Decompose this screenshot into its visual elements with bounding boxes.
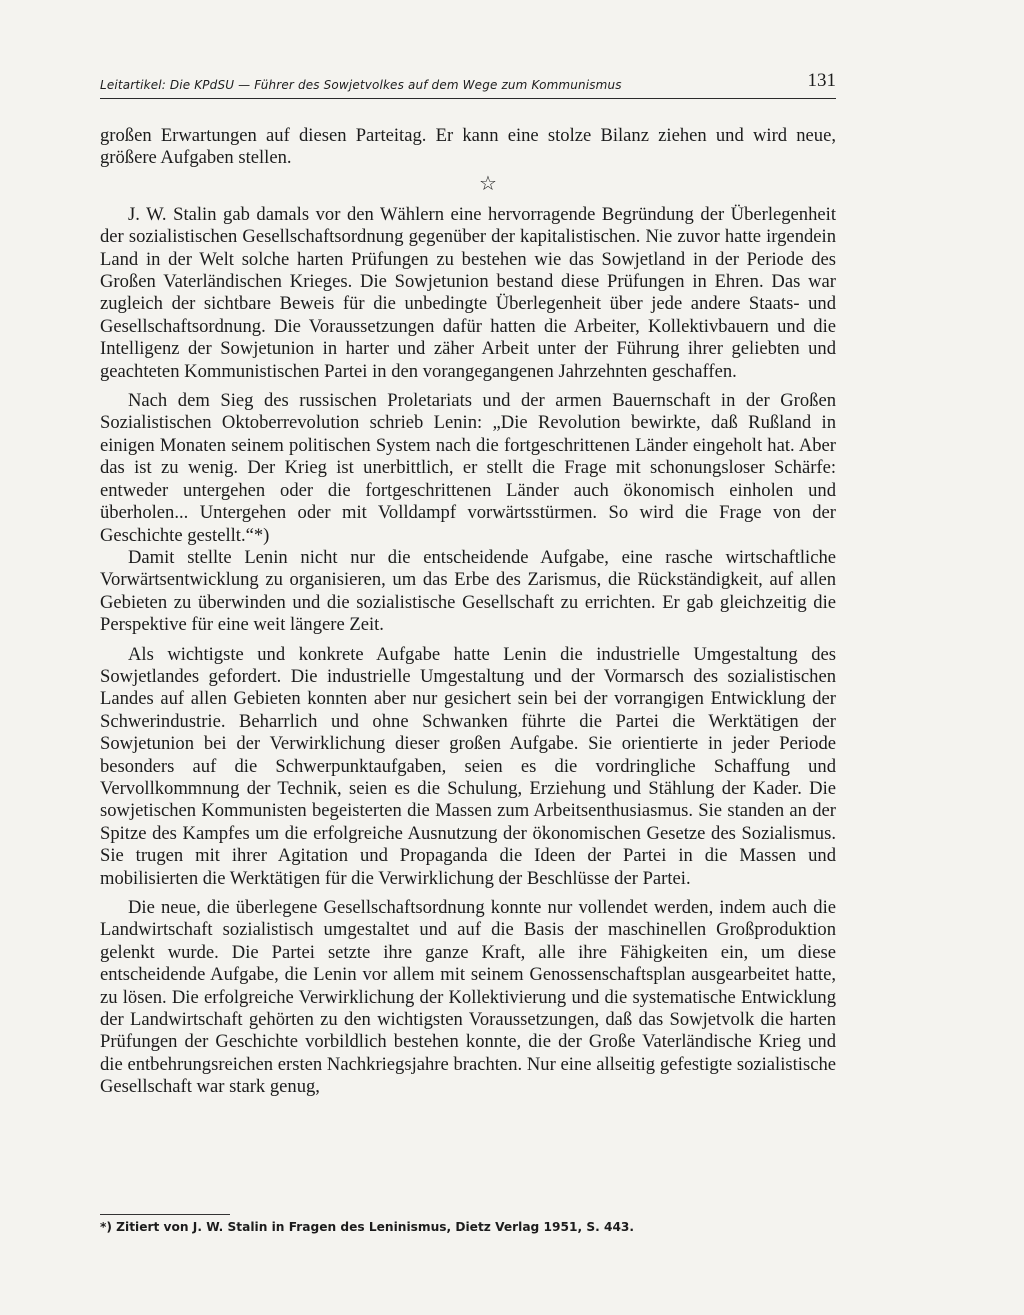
running-title: Leitartikel: Die KPdSU — Führer des Sowjetvolkes auf dem Wege zum Kommunismus [100, 78, 622, 92]
section-divider-star-icon: ☆ [479, 170, 497, 195]
article-body [100, 125, 836, 1099]
footnote: *) Zitiert von J. W. Stalin in Fragen des Leninismus, Dietz Verlag 1951, S. 443. [100, 1220, 635, 1234]
paragraph-agriculture: Die neue, die überlegene Gesellschaftsordnung konnte nur vollendet werden, indem auch die Landwirtschaft sozialistisch umgestaltet und auf die Basis der maschinellen Großproduktion gelenkt wurde. Die Partei setzte ihre ganze Kraft, alle ihre Fähigkeiten ein, um diese entscheidende Aufgabe, die Lenin vor allem mit seinem Genossenschaftsplan ausgearbeitet hatte, zu lösen. Die erfolgreiche Verwirklichung der Kollektivierung und die systematische Entwicklung der Landwirtschaft gehörten zu den wichtigsten Voraussetzungen, daß das Sowjetvolk die harten Prüfungen der Geschichte vorbildlich bestehen konnte, die der Große Vaterländische Krieg und die entbehrungsreichen ersten Nachkriegsjahre brachten. Nur eine allseitig gefestigte sozialistische Gesellschaft war stark genug, [100, 897, 836, 1098]
paragraph-stalin: J. W. Stalin gab damals vor den Wählern eine hervorragende Begründung der Überlegenheit der sozialistischen Gesellschaftsordnung gegenüber der kapitalistischen. Nie zuvor hatte irgendein Land in der Welt solche harten Prüfungen zu bestehen wie das Sowjetland in der Periode des Großen Vaterländischen Krieges. Die Sowjetunion bestand diese Prüfungen in Ehren. Das war zugleich der sichtbare Beweis für die unbedingte Überlegenheit über jede andere Staats- und Gesellschaftsordnung. Die Voraussetzungen dafür hatten die Arbeiter, Kollektivbauern und die Intelligenz der Sowjetunion in harter und zäher Arbeit unter der Führung ihrer geliebten und geachteten Kommunistischen Partei in den vorangegangenen Jahrzehnten geschaffen. [100, 203, 836, 382]
paragraph-lenin-quote: Nach dem Sieg des russischen Proletariats und der armen Bauernschaft in der Großen Sozialistischen Oktoberrevolution schrieb Lenin: „Die Revolution bewirkte, daß Rußland in einigen Monaten seinem politischen System nach die fortgeschrittenen Länder eingeholt hat. Aber das ist zu wenig. Der Krieg ist unerbittlich, er stellt die Frage mit schonungsloser Schärfe: entweder untergehen oder die fortgeschrittenen Länder auch ökonomisch einholen und überholen... Untergehen oder mit Volldampf vorwärtsstürmen. So wird die Frage von der Geschichte gestellt.“*) [100, 390, 836, 546]
page-number: 131 [807, 70, 836, 91]
running-header [100, 70, 836, 99]
paragraph-lenin-task: Damit stellte Lenin nicht nur die entscheidende Aufgabe, eine rasche wirtschaftliche Vorwärtsentwicklung zu organisieren, um das Erbe des Zarismus, die Rückständigkeit, auf allen Gebieten zu überwinden und die sozialistische Gesellschaft zu errichten. Er gab gleichzeitig die Perspektive für eine weit längere Zeit. [100, 546, 836, 636]
paragraph-industry: Als wichtigste und konkrete Aufgabe hatte Lenin die industrielle Umgestaltung des Sowjetlandes gefordert. Die industrielle Umgestaltung und der Vormarsch des sozialistischen Landes auf allen Gebieten konnten aber nur gesichert sein bei der vorrangigen Entwicklung der Schwerindustrie. Beharrlich und ohne Schwanken führte die Partei die Werktätigen der Sowjetunion bei der Verwirklichung dieser großen Aufgabe. Sie orientierte in jeder Periode besonders auf die Schwerpunktaufgaben, seien es die vordringliche Schaffung und Vervollkommnung der Technik, seien es die Schulung, Erziehung und Stählung der Kader. Die sowjetischen Kommunisten begeisterten die Massen zum Arbeitsenthusiasmus. Sie standen an der Spitze des Kampfes um die erfolgreiche Ausnutzung der ökonomischen Gesetze des Sozialismus. Sie trugen mit ihrer Agitation und Propaganda die Ideen der Partei in die Massen und mobilisierten die Werktätigen für die Verwirklichung der Beschlüsse der Partei. [100, 643, 836, 889]
footnote-divider [100, 1214, 230, 1215]
paragraph-continuation: großen Erwartungen auf diesen Parteitag. Er kann eine stolze Bilanz ziehen und wird neue, größere Aufgaben stellen. [100, 125, 836, 169]
